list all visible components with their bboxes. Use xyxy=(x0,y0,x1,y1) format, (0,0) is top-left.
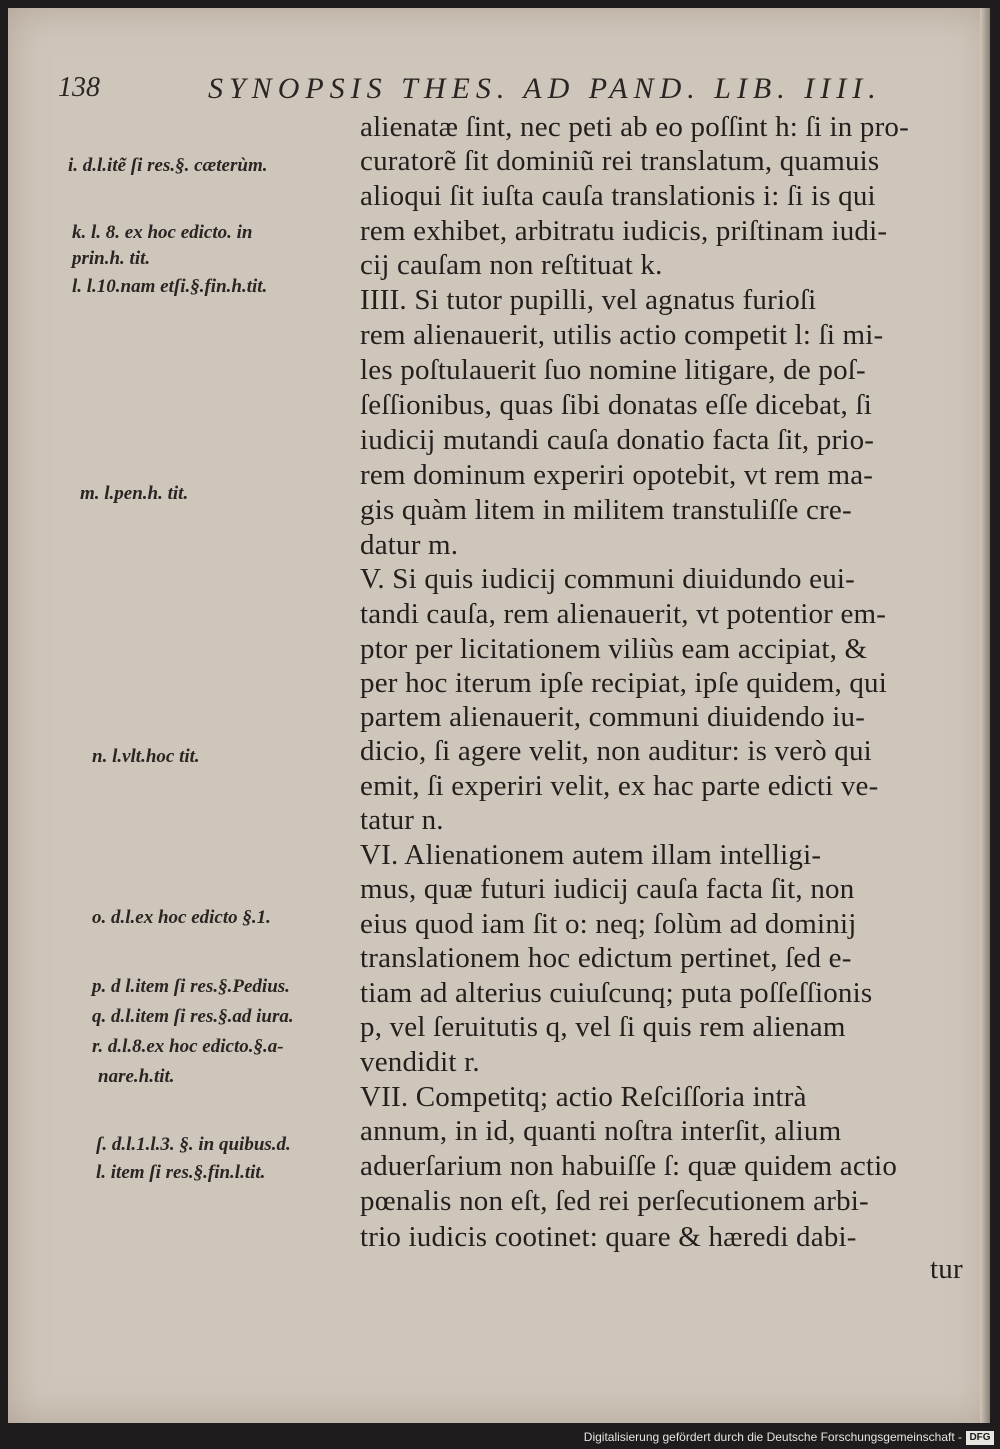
body-line: trio iudicis cootinet: quare & hæredi dabi- xyxy=(360,1221,857,1253)
margin-note: q. d.l.item ſi res.§.ad iura. xyxy=(92,1006,294,1027)
margin-note: p. d l.item ſi res.§.Pedius. xyxy=(92,976,290,997)
margin-note: ſ. d.l.1.l.3. §. in quibus.d. xyxy=(96,1134,291,1155)
body-line: partem alienauerit, communi diuidendo iu- xyxy=(360,701,866,733)
body-line: IIII. Si tutor pupilli, vel agnatus furioſi xyxy=(360,284,817,316)
body-line: alioqui ſit iuſta cauſa translationis i: ſi is qui xyxy=(360,180,876,212)
body-line: les poſtulauerit ſuo nomine litigare, de poſ- xyxy=(360,354,866,386)
body-line: aduerſarium non habuiſſe ſ: quæ quidem actio xyxy=(360,1150,898,1182)
body-line: eius quod iam ſit o: neq; ſolùm ad dominij xyxy=(360,908,857,940)
margin-note: r. d.l.8.ex hoc edicto.§.a- xyxy=(92,1036,284,1057)
margin-note: l. l.10.nam etſi.§.fin.h.tit. xyxy=(72,276,268,297)
body-line: rem dominum experiri opotebit, vt rem ma- xyxy=(360,459,874,491)
margin-note: i. d.l.itẽ ſi res.§. cæterùm. xyxy=(68,155,268,176)
body-line: tandi cauſa, rem alienauerit, vt potentior em- xyxy=(360,598,887,630)
page-number: 138 xyxy=(58,72,100,103)
page-spine-shadow xyxy=(980,8,990,1423)
page-header xyxy=(58,72,978,112)
body-line: VI. Alienationem autem illam intelligi- xyxy=(360,839,822,871)
body-line: tiam ad alterius cuiuſcunq; puta poſſeſſionis xyxy=(360,977,873,1009)
margin-note: prin.h. tit. xyxy=(72,248,151,269)
margin-note: o. d.l.ex hoc edicto §.1. xyxy=(92,907,271,928)
running-title: SYNOPSIS THES. AD PAND. LIB. IIII. xyxy=(208,72,882,105)
body-line: vendidit r. xyxy=(360,1046,480,1078)
body-line: iudicij mutandi cauſa donatio facta ſit, prio- xyxy=(360,424,875,456)
body-line: p, vel ſeruitutis q, vel ſi quis rem alienam xyxy=(360,1011,846,1043)
body-line: translationem hoc edictum pertinet, ſed e- xyxy=(360,942,852,974)
funding-credit: Digitalisierung gefördert durch die Deutsche Forschungsgemeinschaft - xyxy=(583,1430,962,1444)
margin-note: n. l.vlt.hoc tit. xyxy=(92,746,200,767)
body-line: gis quàm litem in militem transtuliſſe cre- xyxy=(360,494,852,526)
margin-note: nare.h.tit. xyxy=(98,1066,175,1087)
body-line: ptor per licitationem viliùs eam accipiat, & xyxy=(360,633,868,665)
body-line: tatur n. xyxy=(360,804,444,836)
body-line: alienatæ ſint, nec peti ab eo poſſint h: ſi in pro- xyxy=(360,111,909,143)
body-line: datur m. xyxy=(360,529,459,561)
body-line: ſeſſionibus, quas ſibi donatas eſſe dicebat, ſi xyxy=(360,389,872,421)
body-line: tur xyxy=(930,1253,963,1285)
margin-note: l. item ſi res.§.fin.l.tit. xyxy=(96,1162,266,1183)
body-line: dicio, ſi agere velit, non auditur: is verò qui xyxy=(360,735,872,767)
body-line: rem exhibet, arbitratu iudicis, priſtinam iudi- xyxy=(360,215,888,247)
body-line: cij cauſam non reſtituat k. xyxy=(360,249,663,281)
dfg-logo-icon: DFG xyxy=(966,1431,994,1445)
body-line: pœnalis non eſt, ſed rei perſecutionem arbi- xyxy=(360,1185,869,1217)
body-line: V. Si quis iudicij communi diuidundo eui- xyxy=(360,563,856,595)
body-line: annum, in id, quanti noſtra interſit, alium xyxy=(360,1115,842,1147)
margin-note: m. l.pen.h. tit. xyxy=(80,483,189,504)
body-line: mus, quæ futuri iudicij cauſa facta ſit, non xyxy=(360,873,855,905)
body-line: emit, ſi experiri velit, ex hac parte edicti ve- xyxy=(360,770,879,802)
margin-note: k. l. 8. ex hoc edicto. in xyxy=(72,222,253,243)
body-line: VII. Competitq; actio Reſciſſoria intrà xyxy=(360,1081,807,1113)
digitization-footer xyxy=(0,1428,1000,1449)
body-line: rem alienauerit, utilis actio competit l: ſi mi- xyxy=(360,319,884,351)
body-line: per hoc iterum ipſe recipiat, ipſe quidem, qui xyxy=(360,667,888,699)
body-line: curatorẽ ſit dominiũ rei translatum, quamuis xyxy=(360,145,880,177)
